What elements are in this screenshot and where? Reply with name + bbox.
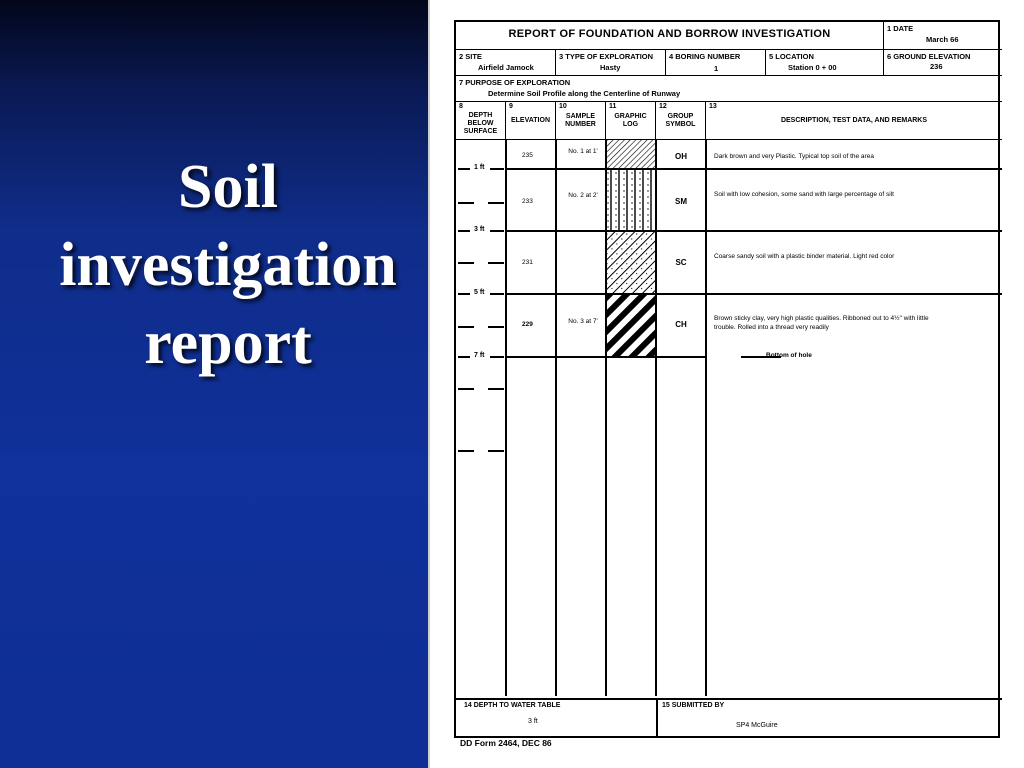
col-header-description [706, 102, 1002, 140]
date-cell [884, 22, 1002, 50]
graphic-log [607, 140, 655, 356]
boring-value: 1 [714, 64, 719, 73]
form-number: DD Form 2464, DEC 86 [460, 738, 552, 748]
depth-tick [490, 230, 504, 232]
layer-boundary [506, 293, 1002, 295]
slide-title [18, 148, 438, 382]
col-header-symbol [656, 102, 706, 140]
layer-4-elevation: 229 [522, 321, 533, 328]
col-num-sample: 10 [559, 103, 567, 110]
depth-tick [490, 356, 504, 358]
site-label: 2 SITE [459, 52, 482, 61]
ground-elevation-cell [884, 50, 1002, 76]
site-value: Airfield Jamock [478, 63, 534, 72]
layer-2-symbol: SM [675, 197, 687, 206]
layer-1-elevation: 235 [522, 152, 533, 159]
depth-label: 3 ft [474, 226, 485, 233]
exploration-cell [556, 50, 666, 76]
purpose-cell [456, 76, 1002, 102]
form-title-cell [456, 22, 884, 50]
layer-boundary [506, 356, 706, 358]
graphic-log-layer-2 [607, 169, 655, 230]
depth-tick [458, 168, 470, 170]
col-label-elevation: ELEVATION [510, 116, 551, 124]
depth-tick [458, 356, 470, 358]
depth-tick [488, 450, 504, 452]
depth-tick [458, 230, 470, 232]
col-label-sample: SAMPLE NUMBER [565, 112, 596, 128]
form-scan-image [428, 0, 1024, 768]
depth-label: 5 ft [474, 289, 485, 296]
grid-line [505, 140, 507, 696]
layer-3-elevation: 231 [522, 259, 533, 266]
depth-tick [458, 450, 474, 452]
col-label-depth: DEPTH BELOW SURFACE [463, 111, 498, 135]
layer-1-description: Dark brown and very Plastic. Typical top soil of the area [714, 153, 874, 160]
boring-label: 4 BORING NUMBER [669, 52, 741, 61]
ground-elevation-value: 236 [930, 62, 943, 71]
depth-tick [490, 168, 504, 170]
water-table-label: 14 DEPTH TO WATER TABLE [464, 702, 561, 709]
depth-tick [458, 262, 474, 264]
depth-tick [488, 202, 504, 204]
purpose-value: Determine Soil Profile along the Centerline of Runway [488, 89, 681, 98]
layer-2-elevation: 233 [522, 198, 533, 205]
footer-divider [456, 698, 1002, 700]
col-num-elevation: 9 [509, 103, 513, 110]
col-num-depth: 8 [459, 103, 463, 110]
col-label-graphic: GRAPHIC LOG [614, 112, 647, 128]
col-header-elevation [506, 102, 556, 140]
slide-title-line-2: investigation [59, 231, 397, 299]
depth-tick [458, 326, 474, 328]
grid-line [705, 140, 707, 696]
layer-1-symbol: OH [675, 152, 687, 161]
investigation-form [454, 20, 1000, 738]
site-cell [456, 50, 556, 76]
col-header-graphic [606, 102, 656, 140]
layer-2-description: Soil with low cohesion, some sand with large percentage of silt [714, 191, 894, 198]
col-num-symbol: 12 [659, 103, 667, 110]
depth-label: 1 ft [474, 164, 485, 171]
depth-tick [488, 326, 504, 328]
date-value: March 66 [926, 35, 959, 44]
bottom-of-hole-note: Bottom of hole [766, 352, 812, 359]
layer-4-sample: No. 3 at 7' [568, 318, 598, 325]
layer-4-symbol: CH [675, 320, 687, 329]
depth-tick [488, 388, 504, 390]
location-cell [766, 50, 884, 76]
slide-title-line-1: Soil [178, 153, 278, 221]
footer-divider [656, 698, 658, 736]
layer-boundary [506, 230, 1002, 232]
col-label-description: DESCRIPTION, TEST DATA, AND REMARKS [780, 116, 928, 124]
water-table-value: 3 ft [528, 718, 538, 725]
layer-boundary [506, 168, 1002, 170]
location-label: 5 LOCATION [769, 52, 814, 61]
layer-4-description: Brown sticky clay, very high plastic qualities. Ribboned out to 4½" with little trouble. Rolled into a thread very readily [714, 315, 929, 331]
slide-title-line-3: report [144, 309, 312, 377]
col-label-symbol: GROUP SYMBOL [665, 112, 696, 128]
depth-label: 7 ft [474, 352, 485, 359]
depth-tick [458, 202, 474, 204]
graphic-log-layer-1 [607, 140, 655, 168]
layer-2-sample: No. 2 at 2' [568, 192, 598, 199]
ground-elevation-label: 6 GROUND ELEVATION [887, 52, 971, 61]
layer-3-symbol: SC [675, 258, 687, 267]
exploration-value: Hasty [600, 63, 621, 72]
depth-tick [458, 388, 474, 390]
layer-3-description: Coarse sandy soil with a plastic binder material. Light red color [714, 253, 895, 260]
col-header-sample [556, 102, 606, 140]
exploration-label: 3 TYPE OF EXPLORATION [559, 52, 654, 61]
layer-1-sample: No. 1 at 1' [568, 148, 598, 155]
depth-tick [490, 293, 504, 295]
date-label: 1 DATE [887, 24, 914, 33]
col-header-depth [456, 102, 506, 140]
graphic-log-layer-3 [607, 231, 655, 293]
submitted-by-value: SP4 McGuire [736, 722, 778, 729]
form-title: REPORT OF FOUNDATION AND BORROW INVESTIGATION [508, 28, 831, 40]
location-value: Station 0 + 00 [788, 63, 837, 72]
depth-tick [488, 262, 504, 264]
submitted-by-label: 15 SUBMITTED BY [662, 702, 725, 709]
graphic-log-layer-4 [607, 294, 655, 356]
grid-line [555, 140, 557, 696]
col-num-graphic: 11 [609, 103, 617, 110]
purpose-label: 7 PURPOSE OF EXPLORATION [459, 78, 571, 87]
boring-cell [666, 50, 766, 76]
depth-tick [458, 293, 470, 295]
grid-line [655, 140, 657, 696]
col-num-description: 13 [709, 103, 717, 110]
